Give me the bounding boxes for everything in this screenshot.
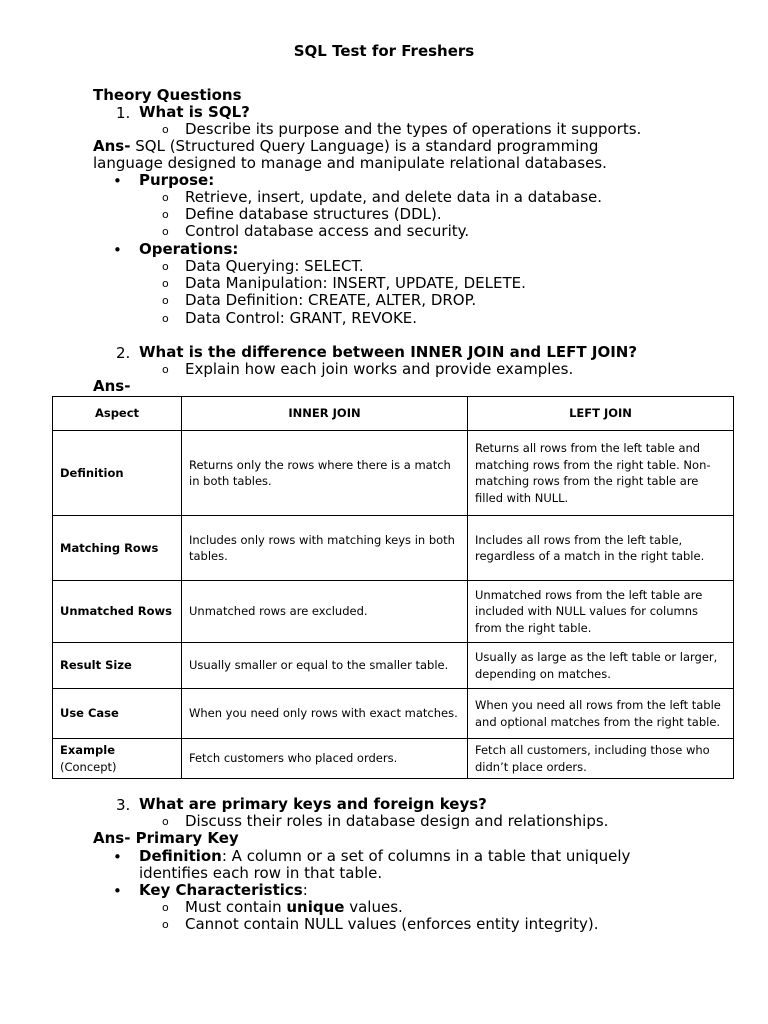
- list-item: Data Definition: CREATE, ALTER, DROP.: [185, 291, 477, 309]
- table-row: [53, 643, 734, 689]
- inner-join-cell: Returns only the rows where there is a match in both tables.: [182, 431, 468, 516]
- definition-line: Definition: A column or a set of columns in a table that uniquely: [139, 847, 631, 865]
- sub-bullet-icon: o: [162, 225, 169, 238]
- sub-bullet-icon: o: [162, 260, 169, 273]
- key-characteristics-label: Key Characteristics: [139, 881, 303, 899]
- table-row: [53, 431, 734, 516]
- answer-paragraph: [93, 138, 598, 155]
- sub-bullet-icon: o: [162, 312, 169, 325]
- aspect-cell: Unmatched Rows: [53, 581, 182, 643]
- left-join-cell: Includes all rows from the left table, regardless of a match in the right table.: [468, 516, 734, 581]
- bullet-icon: •: [113, 241, 122, 259]
- sub-bullet-icon: o: [162, 815, 169, 828]
- list-item: Retrieve, insert, update, and delete data in a database.: [185, 188, 603, 206]
- bullet-icon: •: [113, 882, 122, 900]
- section-heading: Theory Questions: [93, 86, 242, 104]
- list-item: Data Manipulation: INSERT, UPDATE, DELETE.: [185, 274, 526, 292]
- aspect-cell: Use Case: [53, 689, 182, 739]
- sub-bullet-icon: o: [162, 277, 169, 290]
- comparison-table: [52, 396, 734, 779]
- question-title: What are primary keys and foreign keys?: [139, 795, 487, 813]
- bullet-icon: •: [113, 172, 122, 190]
- table-row: [53, 739, 734, 779]
- question-title: What is SQL?: [139, 103, 250, 121]
- bullet-icon: •: [113, 848, 122, 866]
- sub-bullet-icon: o: [162, 363, 169, 376]
- left-join-cell: Unmatched rows from the left table are included with NULL values for columns from the right table.: [468, 581, 734, 643]
- sub-bullet-icon: o: [162, 208, 169, 221]
- inner-join-cell: Unmatched rows are excluded.: [182, 581, 468, 643]
- question-number: 3.: [116, 796, 131, 814]
- sub-bullet-icon: o: [162, 901, 169, 914]
- question-title: What is the difference between INNER JOIN and LEFT JOIN?: [139, 343, 638, 361]
- table-row: [53, 516, 734, 581]
- aspect-cell: Result Size: [53, 643, 182, 689]
- left-join-cell: When you need all rows from the left table and optional matches from the right table.: [468, 689, 734, 739]
- left-join-cell: Fetch all customers, including those who didn’t place orders.: [468, 739, 734, 779]
- aspect-cell: Example (Concept): [53, 739, 182, 779]
- definition-cont: identifies each row in that table.: [139, 864, 383, 882]
- question-prompt: Explain how each join works and provide examples.: [185, 360, 574, 378]
- answer-text: SQL (Structured Query Language) is a standard programming: [135, 137, 599, 155]
- operations-label: Operations:: [139, 240, 239, 258]
- answer-label: Ans- Primary Key: [93, 829, 239, 847]
- sub-bullet-icon: o: [162, 123, 169, 136]
- list-item: Must contain unique values.: [185, 898, 403, 916]
- page-title: SQL Test for Freshers: [293, 42, 475, 60]
- sub-bullet-icon: o: [162, 191, 169, 204]
- inner-join-cell: Fetch customers who placed orders.: [182, 739, 468, 779]
- list-item: Define database structures (DDL).: [185, 205, 442, 223]
- purpose-label: Purpose:: [139, 171, 215, 189]
- list-item: Data Control: GRANT, REVOKE.: [185, 309, 418, 327]
- table-row: [53, 689, 734, 739]
- question-number: 1.: [116, 104, 131, 122]
- question-prompt: Discuss their roles in database design and relationships.: [185, 812, 609, 830]
- definition-label: Definition: [139, 847, 222, 865]
- question-number: 2.: [116, 344, 131, 362]
- sub-bullet-icon: o: [162, 918, 169, 931]
- table-row: [53, 581, 734, 643]
- list-item: Control database access and security.: [185, 222, 470, 240]
- inner-join-cell: Usually smaller or equal to the smaller table.: [182, 643, 468, 689]
- answer-label: Ans-: [93, 377, 131, 395]
- inner-join-cell: When you need only rows with exact matches.: [182, 689, 468, 739]
- column-header: LEFT JOIN: [468, 397, 734, 431]
- answer-text-cont: language designed to manage and manipulate relational databases.: [93, 154, 607, 172]
- list-item: Data Querying: SELECT.: [185, 257, 364, 275]
- left-join-cell: Returns all rows from the left table and matching rows from the right table. Non-matching rows from the right table are filled with NULL.: [468, 431, 734, 516]
- aspect-cell: Definition: [53, 431, 182, 516]
- column-header: INNER JOIN: [182, 397, 468, 431]
- column-header: Aspect: [53, 397, 182, 431]
- table-header-row: [53, 397, 734, 431]
- question-prompt: Describe its purpose and the types of operations it supports.: [185, 120, 642, 138]
- aspect-cell: Matching Rows: [53, 516, 182, 581]
- key-characteristics-line: Key Characteristics:: [139, 881, 308, 899]
- left-join-cell: Usually as large as the left table or larger, depending on matches.: [468, 643, 734, 689]
- sub-bullet-icon: o: [162, 294, 169, 307]
- inner-join-cell: Includes only rows with matching keys in both tables.: [182, 516, 468, 581]
- list-item: Cannot contain NULL values (enforces entity integrity).: [185, 915, 599, 933]
- answer-label: Ans-: [93, 137, 131, 155]
